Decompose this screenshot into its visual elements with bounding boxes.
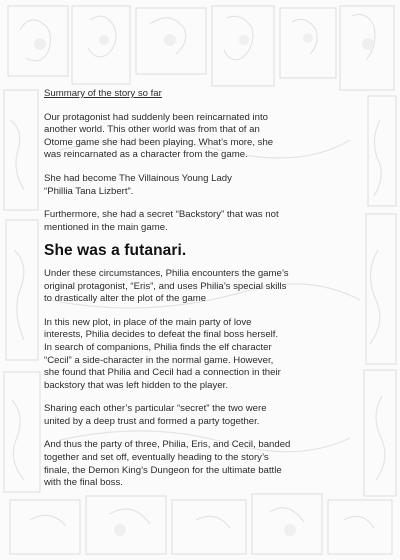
summary-paragraph-1: Our protagonist had suddenly been reincarnated into another world. This other world was from that of an Otome game she had been playing. What’s more, she was reincarnated as a character from the game.	[44, 111, 274, 161]
summary-paragraph-6: Sharing each other’s particular “secret” the two were united by a deep trust and formed a party together.	[44, 403, 267, 427]
summary-paragraph-3: Furthermore, she had a secret “Backstory” that was not mentioned in the main game.	[44, 209, 279, 233]
summary-highlight: She was a futanari.	[44, 242, 187, 260]
summary-paragraph-2: She had become The Villainous Young Lady “Phillia Tana Lizbert”.	[44, 172, 232, 197]
summary-paragraph-7: And thus the party of three, Philia, Eris, and Cecil, banded together and set off, eventually heading to the story’s finale, the Demon King’s Dungeon for the ultimate battle with the final boss.	[44, 439, 291, 489]
story-summary	[44, 88, 364, 501]
summary-heading: Summary of the story so far	[44, 88, 162, 99]
summary-paragraph-4: Under these circumstances, Philia encounters the game’s original protagonist, “Eris”, and uses Philia’s special skills to drastically alter the plot of the game	[44, 267, 289, 305]
summary-paragraph-5: In this new plot, in place of the main party of love interests, Philia decides to defeat the final boss herself. In search of companions, Philia finds the elf character “Cecil” a side-character in the normal game. However, she found that Philia and Cecil had a connection in their backstory that was left hidden to the player.	[44, 316, 281, 391]
